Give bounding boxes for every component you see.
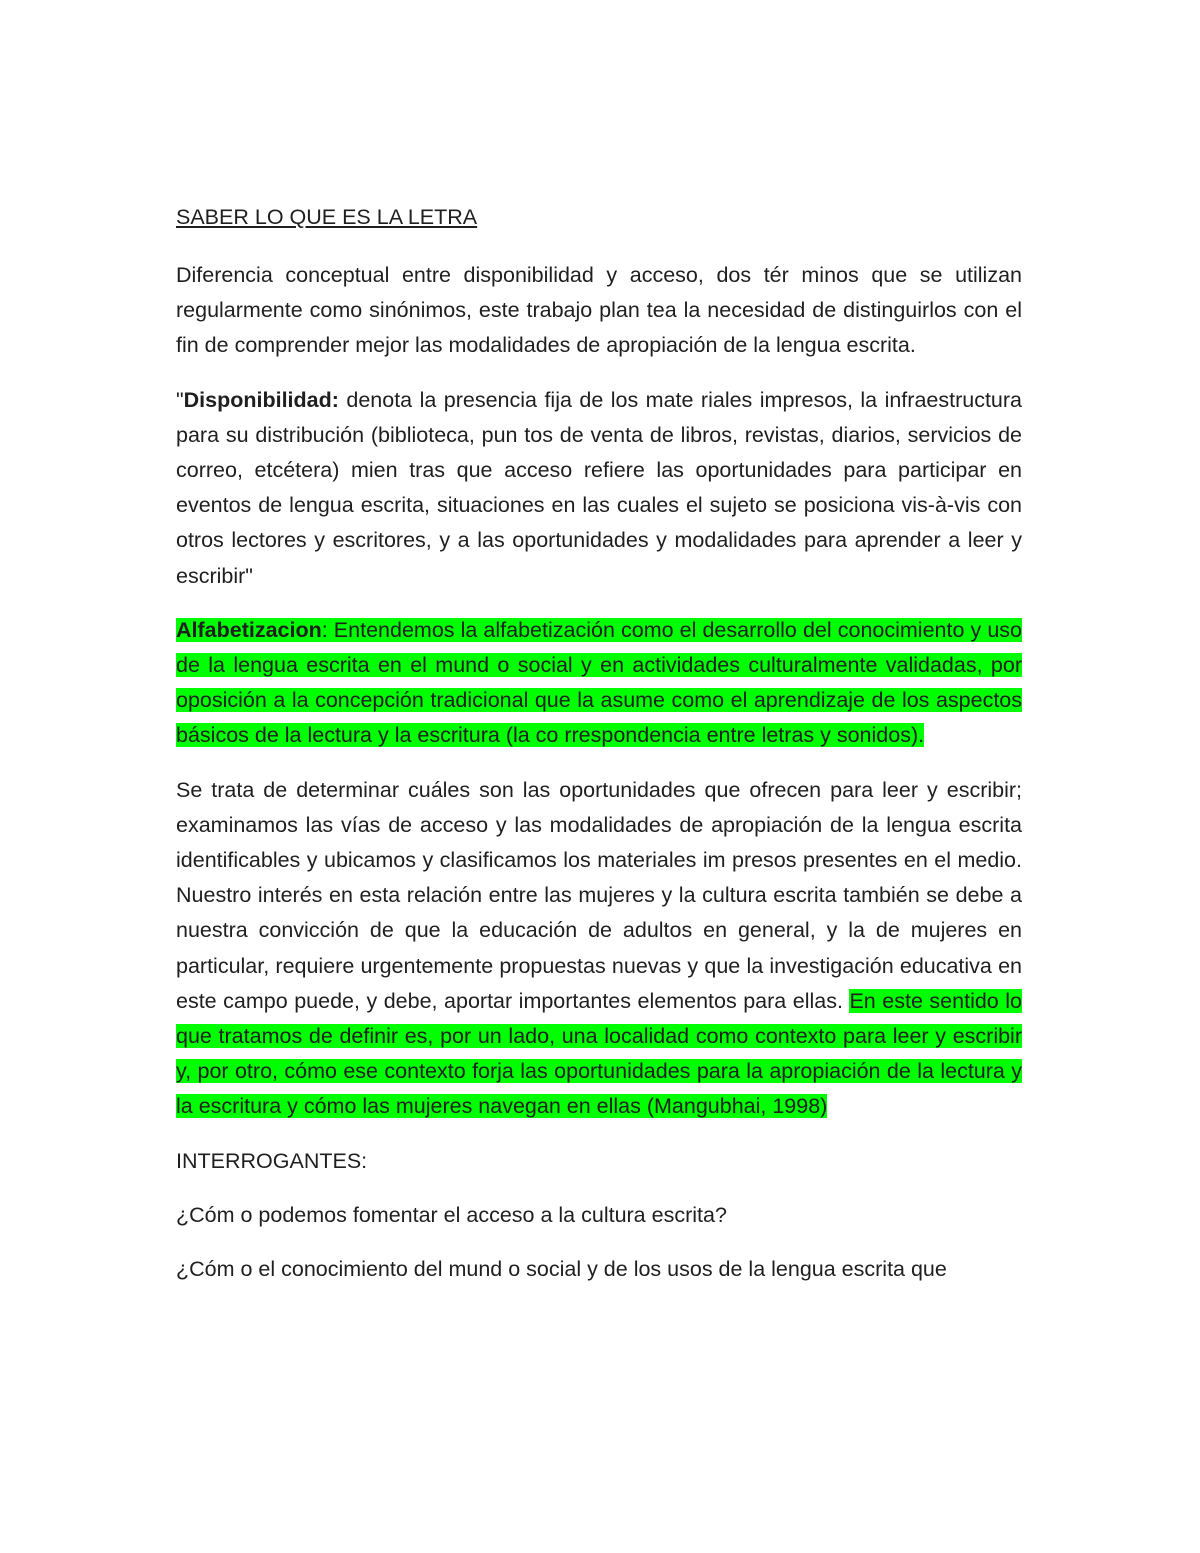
question-1: ¿Cóm o podemos fomentar el acceso a la cultura escrita? <box>176 1202 727 1227</box>
paragraph-text: : Entendemos la alfabetización como el desarrollo del conocimiento y uso de la lengua escrita en el mund o social y en actividades culturalmente validadas, por oposición a la concepción tradicional que la asume como el aprendizaje de los aspectos básicos de la lectura y la escritura (la co rrespondencia entre letras y sonidos). <box>176 617 1022 748</box>
paragraph-text: denota la presencia fija de los mate riales impresos, la infraestructura para su distribución (biblioteca, pun tos de venta de libros, revistas, diarios, servicios de correo, etcétera) mien tras que acceso refiere las oportunidades para participar en eventos de lengua escrita, situaciones en las cuales el sujeto se posiciona vis-à-vis con otros lectores y escritores, y a las oportunidades y modalidades para aprender a leer y escribir" <box>176 387 1022 588</box>
paragraph-disponibilidad-acceso <box>176 258 1022 364</box>
interrogantes-heading: INTERROGANTES: <box>176 1148 368 1173</box>
paragraph-text: Se trata de determinar cuáles son las oportunidades que ofrecen para leer y escribir; examinamos las vías de acceso y las modalidades de apropiación de la lengua escrita identificables y ubicamos y clasificamos los materiales im presos presentes en el medio. Nuestro interés en esta relación entre las mujeres y la cultura escrita también se debe a nuestra convicción de que la educación de adultos en general, y la de mujeres en particular, requiere urgentemente propuestas nuevas y que la investigación educativa en este campo puede, y debe, aportar importantes elementos para ellas. <box>176 777 1022 1013</box>
paragraph-oportunidades <box>176 773 1022 1125</box>
open-quote: " <box>176 387 184 412</box>
question-2: ¿Cóm o el conocimiento del mund o social y de los usos de la lengua escrita que <box>176 1257 947 1282</box>
paragraph-alfabetizacion <box>176 613 1022 754</box>
document-page <box>176 196 1022 1306</box>
paragraph-disponibilidad-definition <box>176 383 1022 594</box>
term-disponibilidad: Disponibilidad: <box>183 387 339 412</box>
document-title: SABER LO QUE ES LA LETRA <box>176 205 478 229</box>
term-alfabetizacion: Alfabetizacion <box>176 617 322 642</box>
highlighted-text <box>176 618 1022 748</box>
paragraph-text: Diferencia conceptual entre disponibilidad y acceso, dos tér minos que se utilizan regularmente como sinónimos, este trabajo plan tea la necesidad de distinguirlos con el fin de comprender mejor las modalidades de apropiación de la lengua escrita. <box>176 263 1022 358</box>
highlighted-text: En este sentido lo que tratamos de definir es, por un lado, una localidad como contexto para leer y escribir y, por otro, cómo ese contexto forja las oportunidades para la apropiación de la lectura y la escritura y cómo las mujeres navegan en ellas (Mangubhai, 1998) <box>176 988 1022 1119</box>
